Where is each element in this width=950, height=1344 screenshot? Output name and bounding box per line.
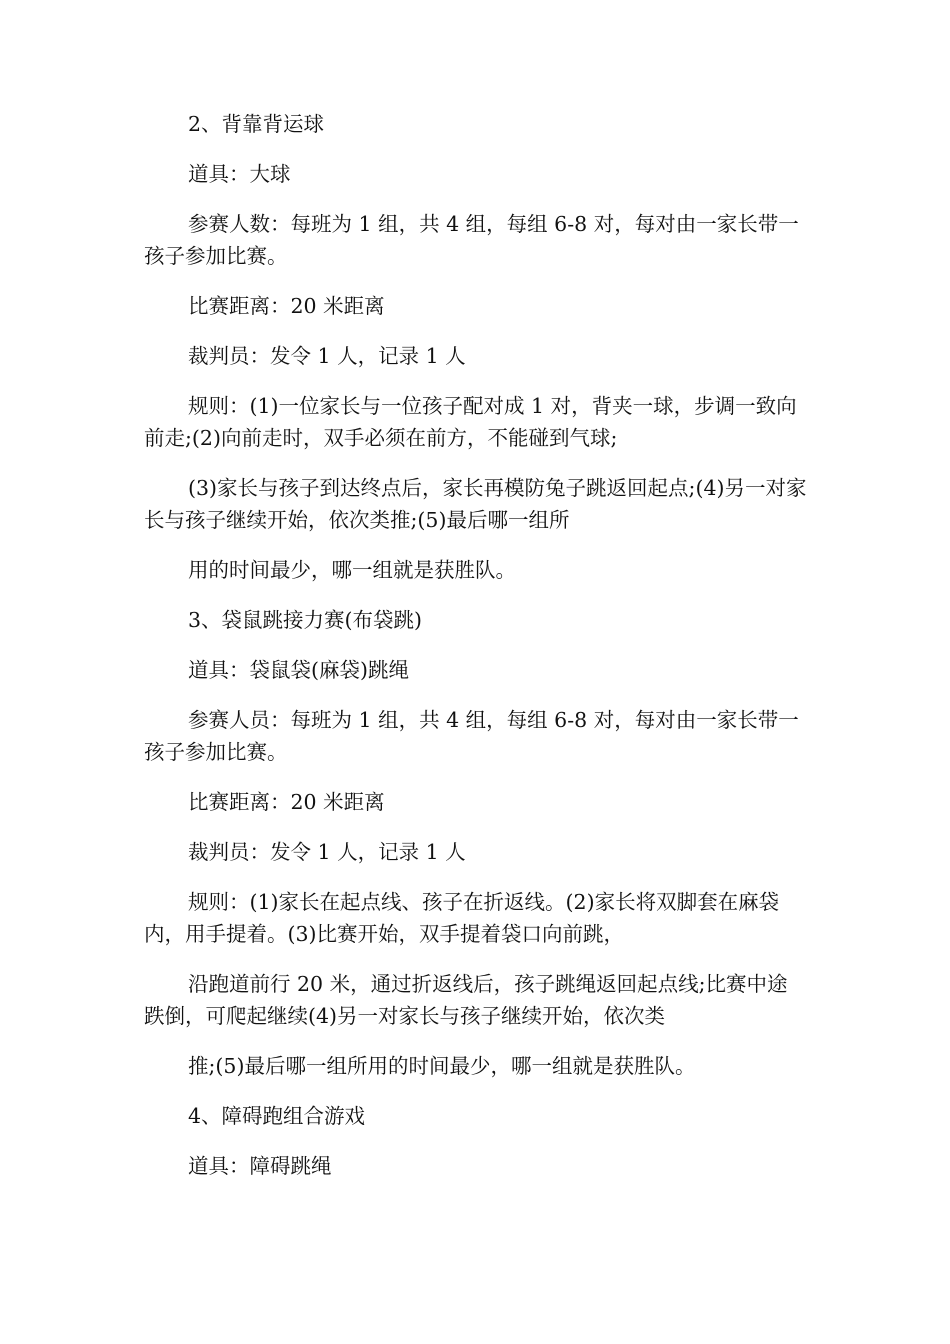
rules-paragraph: 规则：(1)一位家长与一位孩子配对成 1 对，背夹一球，步调一致向前走;(2)向前走时，双手必须在前方，不能碰到气球; xyxy=(144,394,797,450)
participants-line: 参赛人数：每班为 1 组，共 4 组，每组 6-8 对，每对由一家长带一孩子参加比赛。 xyxy=(144,212,799,268)
props-line: 道具：大球 xyxy=(188,162,291,186)
rules-paragraph: 用的时间最少，哪一组就是获胜队。 xyxy=(188,558,516,582)
heading-kangaroo-relay: 3、袋鼠跳接力赛(布袋跳) xyxy=(188,608,423,632)
rules-paragraph: 沿跑道前行 20 米，通过折返线后，孩子跳绳返回起点线;比赛中途跌倒，可爬起继续(4)另一对家长与孩子继续开始，依次类 xyxy=(144,972,788,1028)
props-line: 道具：障碍跳绳 xyxy=(188,1154,332,1178)
props-line: 道具：袋鼠袋(麻袋)跳绳 xyxy=(188,658,409,682)
rules-paragraph: (3)家长与孩子到达终点后，家长再模防兔子跳返回起点;(4)另一对家长与孩子继续开始，依次类推;(5)最后哪一组所 xyxy=(144,476,807,532)
referee-line: 裁判员：发令 1 人，记录 1 人 xyxy=(188,344,466,368)
distance-line: 比赛距离：20 米距离 xyxy=(188,790,385,814)
distance-line: 比赛距离：20 米距离 xyxy=(188,294,385,318)
rules-paragraph: 推;(5)最后哪一组所用的时间最少，哪一组就是获胜队。 xyxy=(188,1054,696,1078)
document-body xyxy=(144,108,808,1200)
heading-back-to-back-ball: 2、背靠背运球 xyxy=(188,112,325,136)
referee-line: 裁判员：发令 1 人，记录 1 人 xyxy=(188,840,466,864)
participants-line: 参赛人员：每班为 1 组，共 4 组，每组 6-8 对，每对由一家长带一孩子参加比赛。 xyxy=(144,708,799,764)
heading-obstacle-run: 4、障碍跑组合游戏 xyxy=(188,1104,366,1128)
rules-paragraph: 规则：(1)家长在起点线、孩子在折返线。(2)家长将双脚套在麻袋内，用手提着。(3)比赛开始，双手提着袋口向前跳， xyxy=(144,890,780,946)
